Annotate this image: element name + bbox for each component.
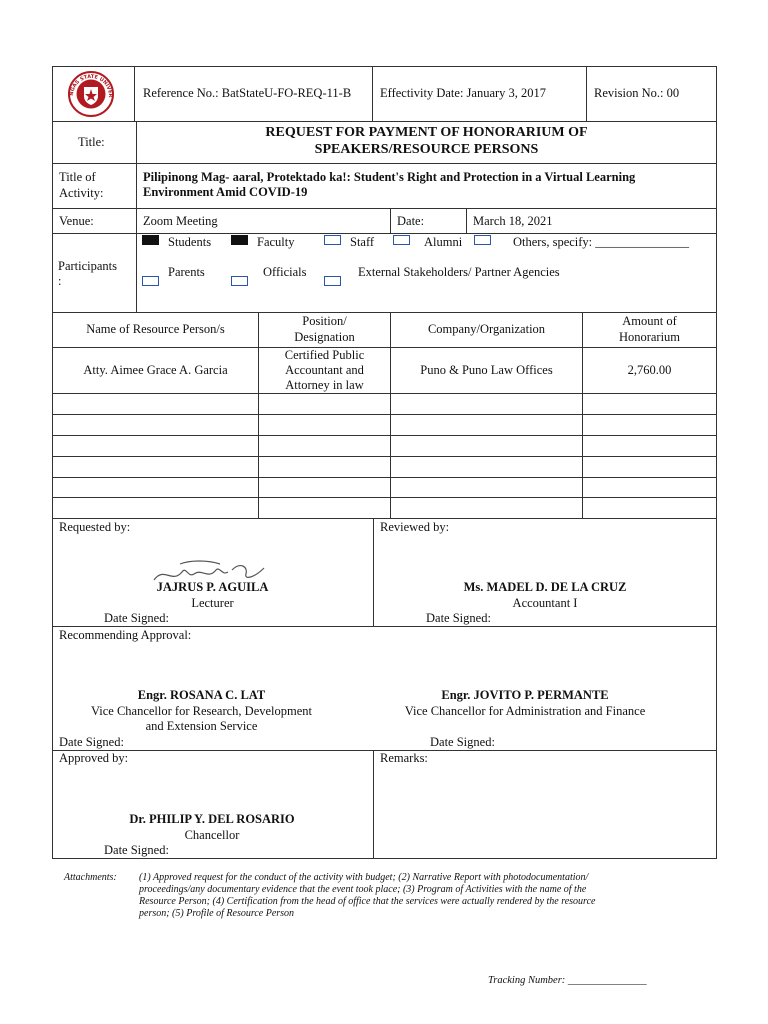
resource-person-name: Atty. Aimee Grace A. Garcia <box>83 363 228 377</box>
activity-label-line1: Title of <box>59 170 96 184</box>
checkbox-label-staff: Staff <box>350 235 375 249</box>
recommending-left-date-signed: Date Signed: <box>59 735 124 749</box>
header-position-line1: Position/ <box>302 314 347 328</box>
checkbox-alumni[interactable] <box>393 235 410 245</box>
row-line <box>52 414 717 415</box>
row-line <box>52 435 717 436</box>
activity-title-line2: Environment Amid COVID-19 <box>143 185 308 199</box>
resource-person-position-line2: Accountant and <box>285 363 364 377</box>
checkbox-external-stakeholders[interactable] <box>324 276 341 286</box>
form-title-line2: SPEAKERS/RESOURCE PERSONS <box>314 142 539 157</box>
resource-person-position-line1: Certified Public <box>284 348 365 362</box>
reference-number: Reference No.: BatStateU-FO-REQ-11-B <box>143 86 352 100</box>
header-name: Name of Resource Person/s <box>86 322 225 336</box>
recommending-left-position-line1: Vice Chancellor for Research, Development <box>90 704 313 718</box>
checkbox-officials[interactable] <box>231 276 248 286</box>
university-seal-icon <box>66 70 116 118</box>
checkbox-label-others: Others, specify: _______________ <box>513 235 690 249</box>
row-line <box>52 456 717 457</box>
date-value: March 18, 2021 <box>473 214 553 228</box>
row-line <box>52 312 717 313</box>
col-line <box>390 312 391 519</box>
row-line <box>52 497 717 498</box>
frame-left <box>52 66 53 859</box>
attachments-line2: proceedings/any documentary evidence that the event took place; (3) Program of Activities with the name of the <box>139 884 587 895</box>
form-title-line1: REQUEST FOR PAYMENT OF HONORARIUM OF <box>265 125 588 140</box>
reviewed-by-name: Ms. MADEL D. DE LA CRUZ <box>463 580 627 594</box>
effectivity-date: Effectivity Date: January 3, 2017 <box>380 86 547 100</box>
svg-text:BATANGAS STATE UNIVERSITY: NGAS STATE UNIVER <box>68 73 114 98</box>
approved-by-position: Chancellor <box>184 828 240 842</box>
row-line <box>52 393 717 394</box>
checkbox-staff[interactable] <box>324 235 341 245</box>
activity-label-line2: Activity: <box>59 186 104 200</box>
checkbox-label-external-stakeholders: External Stakeholders/ Partner Agencies <box>358 265 560 279</box>
row-line <box>52 163 717 164</box>
recommending-right-position: Vice Chancellor for Administration and Finance <box>404 704 646 718</box>
date-label: Date: <box>397 214 425 228</box>
venue-value: Zoom Meeting <box>143 214 218 228</box>
checkbox-students[interactable] <box>142 235 159 245</box>
col-line <box>373 518 374 627</box>
remarks-label: Remarks: <box>380 751 428 765</box>
resource-person-position-line3: Attorney in law <box>285 378 364 392</box>
revision-number: Revision No.: 00 <box>594 86 680 100</box>
frame-top <box>52 66 717 67</box>
recommending-left-name: Engr. ROSANA C. LAT <box>137 688 266 702</box>
header-amount-line2: Honorarium <box>618 330 681 344</box>
requested-by-position: Lecturer <box>191 596 234 610</box>
requested-by-label: Requested by: <box>59 520 131 534</box>
checkbox-label-faculty: Faculty <box>257 235 295 249</box>
attachments-line1: (1) Approved request for the conduct of the activity with budget; (2) Narrative Report with photodocumentation/ <box>139 872 589 883</box>
col-line <box>372 66 373 122</box>
checkbox-label-alumni: Alumni <box>424 235 463 249</box>
recommending-right-name: Engr. JOVITO P. PERMANTE <box>441 688 609 702</box>
checkbox-others[interactable] <box>474 235 491 245</box>
header-amount-line1: Amount of <box>622 314 677 328</box>
activity-title-line1: Pilipinong Mag- aaral, Protektado ka!: Student's Right and Protection in a Virtual Learning <box>143 170 636 184</box>
row-line <box>52 626 717 627</box>
col-line <box>586 66 587 122</box>
row-line <box>52 121 717 122</box>
row-line <box>52 518 717 519</box>
approved-by-label: Approved by: <box>59 751 129 765</box>
approved-by-name: Dr. PHILIP Y. DEL ROSARIO <box>129 812 295 826</box>
frame-right <box>716 66 717 859</box>
checkbox-faculty[interactable] <box>231 235 248 245</box>
row-line <box>52 233 717 234</box>
row-line <box>52 477 717 478</box>
col-line <box>390 208 391 234</box>
header-company: Company/Organization <box>427 322 546 336</box>
attachments-label: Attachments: <box>64 872 117 883</box>
tracking-number: Tracking Number: _______________ <box>488 975 647 986</box>
header-position-line2: Designation <box>294 330 355 344</box>
checkbox-label-officials: Officials <box>263 265 307 279</box>
checkbox-parents[interactable] <box>142 276 159 286</box>
checkbox-label-parents: Parents <box>168 265 205 279</box>
recommending-left-position-line2: and Extension Service <box>145 719 258 733</box>
title-label: Title: <box>78 135 105 149</box>
venue-label: Venue: <box>59 214 94 228</box>
attachments-line4: person; (5) Profile of Resource Person <box>139 908 295 919</box>
reviewed-by-label: Reviewed by: <box>380 520 450 534</box>
col-line <box>134 66 135 122</box>
reviewed-by-position: Accountant I <box>512 596 578 610</box>
resource-person-amount: 2,760.00 <box>627 363 672 377</box>
approved-date-signed: Date Signed: <box>104 843 169 857</box>
col-line <box>466 208 467 234</box>
participants-label: Participants <box>58 259 118 273</box>
recommending-right-date-signed: Date Signed: <box>430 735 495 749</box>
col-line <box>373 750 374 859</box>
frame-bottom <box>52 858 717 859</box>
participants-label-colon: : <box>58 274 62 288</box>
requested-date-signed: Date Signed: <box>104 611 169 625</box>
recommending-approval-label: Recommending Approval: <box>59 628 192 642</box>
row-line <box>52 208 717 209</box>
reviewed-date-signed: Date Signed: <box>426 611 491 625</box>
checkbox-label-students: Students <box>168 235 212 249</box>
resource-person-company: Puno & Puno Law Offices <box>420 363 553 377</box>
requested-by-name: JAJRUS P. AGUILA <box>156 580 269 594</box>
attachments-line3: Resource Person; (4) Certification from the head of office that the services were actually rendered by the resource <box>139 896 596 907</box>
